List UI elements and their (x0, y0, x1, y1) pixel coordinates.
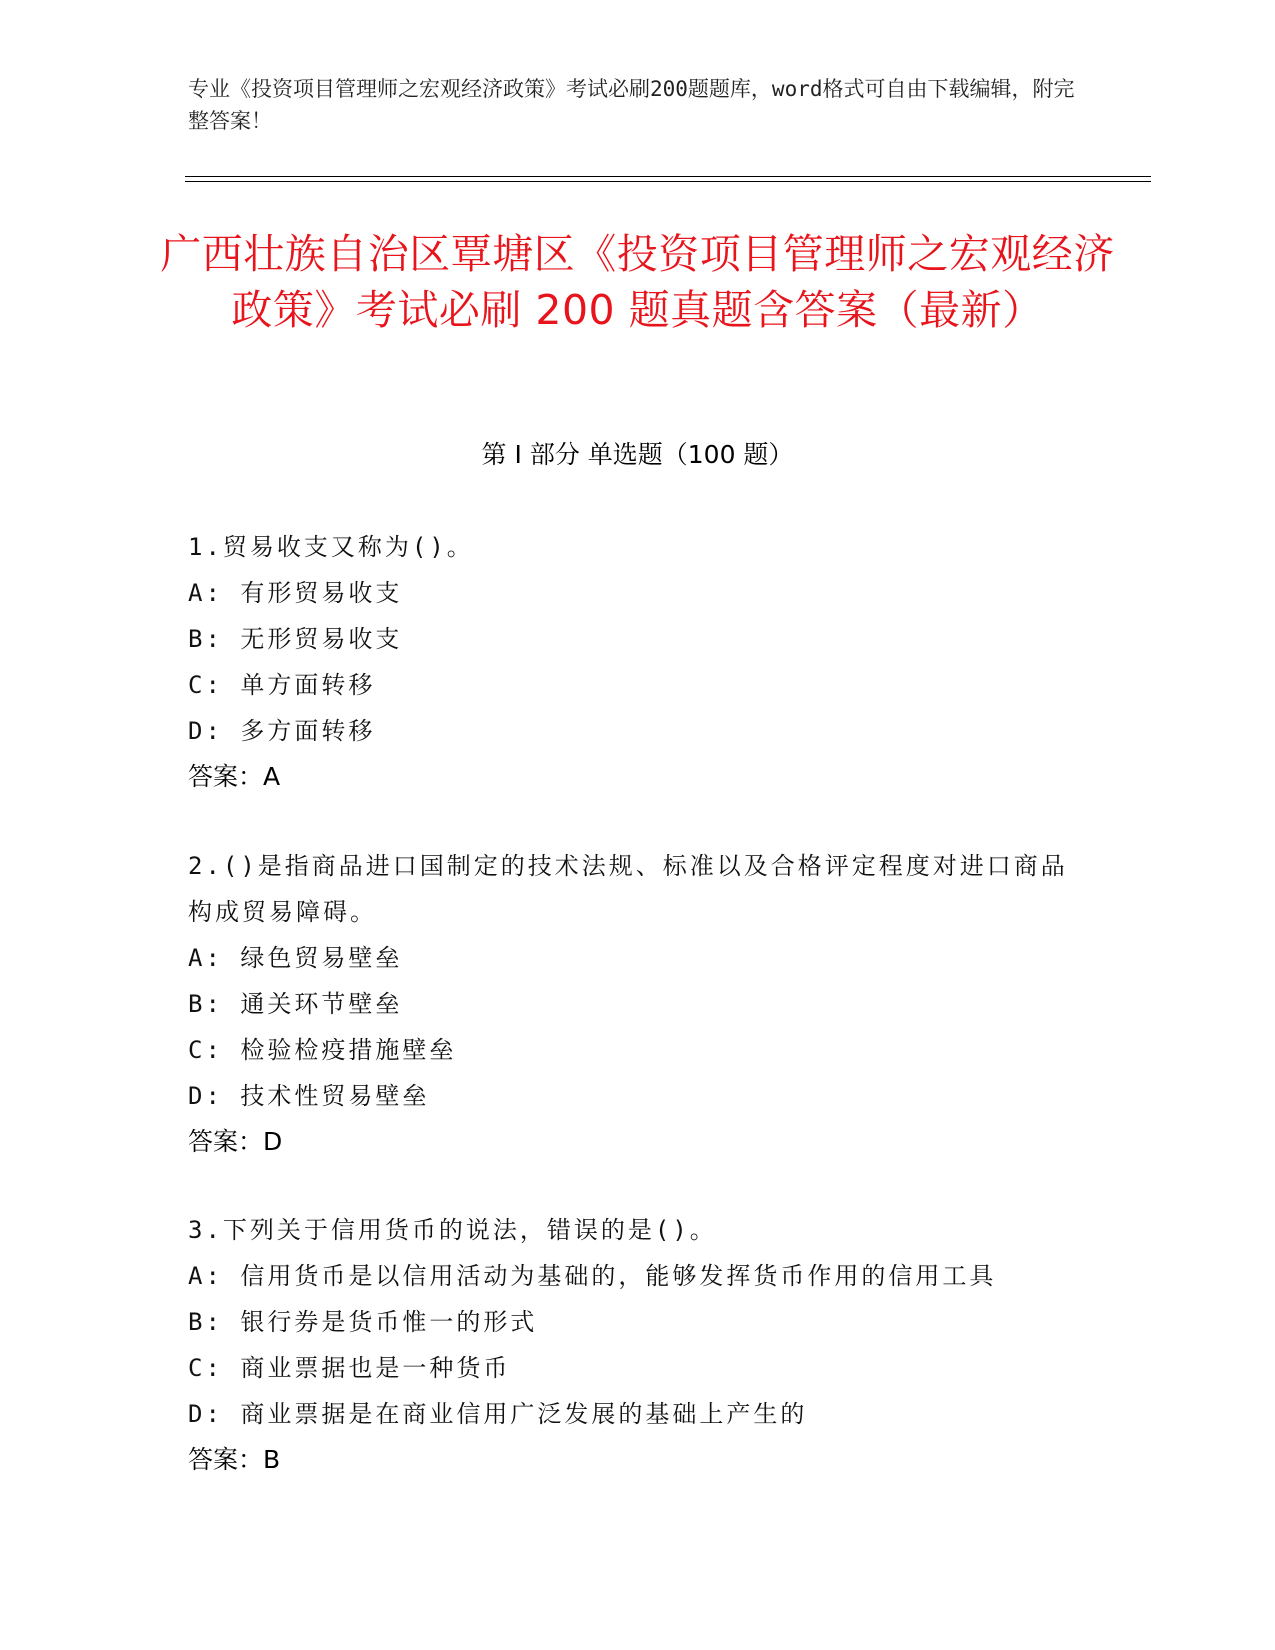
question-3 (188, 1207, 1088, 1483)
answer: 答案：A (188, 762, 281, 791)
option-b: B: 通关环节壁垒 (188, 990, 403, 1018)
option-a: A: 绿色贸易壁垒 (188, 944, 403, 972)
question-2 (188, 843, 1088, 1165)
section-title: 第 I 部分 单选题（100 题） (481, 440, 794, 469)
option-d: D: 商业票据是在商业信用广泛发展的基础上产生的 (188, 1400, 808, 1428)
answer: 答案：D (188, 1127, 283, 1156)
option-c: C: 检验检疫措施壁垒 (188, 1036, 457, 1064)
header-divider-bottom (185, 181, 1151, 182)
option-d: D: 多方面转移 (188, 717, 376, 745)
option-b: B: 银行券是货币惟一的形式 (188, 1308, 538, 1336)
answer: 答案：B (188, 1445, 281, 1474)
header-divider-top (185, 176, 1151, 177)
option-c: C: 单方面转移 (188, 671, 376, 699)
option-b: B: 无形贸易收支 (188, 625, 403, 653)
header-note: 专业《投资项目管理师之宏观经济政策》考试必刷200题题库，word格式可自由下载编辑，附完整答案！ (188, 77, 1075, 133)
option-a: A: 有形贸易收支 (188, 579, 403, 607)
option-a: A: 信用货币是以信用活动为基础的，能够发挥货币作用的信用工具 (188, 1262, 997, 1290)
option-c: C: 商业票据也是一种货币 (188, 1354, 511, 1382)
question-1 (188, 524, 1088, 800)
option-d: D: 技术性贸易壁垒 (188, 1082, 430, 1110)
question-stem: 1.贸易收支又称为()。 (188, 533, 474, 561)
question-stem: 2.()是指商品进口国制定的技术法规、标准以及合格评定程度对进口商品构成贸易障碍。 (188, 852, 1068, 926)
document-title: 广西壮族自治区覃塘区《投资项目管理师之宏观经济政策》考试必刷 200 题真题含答案（最新） (160, 230, 1115, 334)
question-stem: 3.下列关于信用货币的说法，错误的是()。 (188, 1216, 717, 1244)
